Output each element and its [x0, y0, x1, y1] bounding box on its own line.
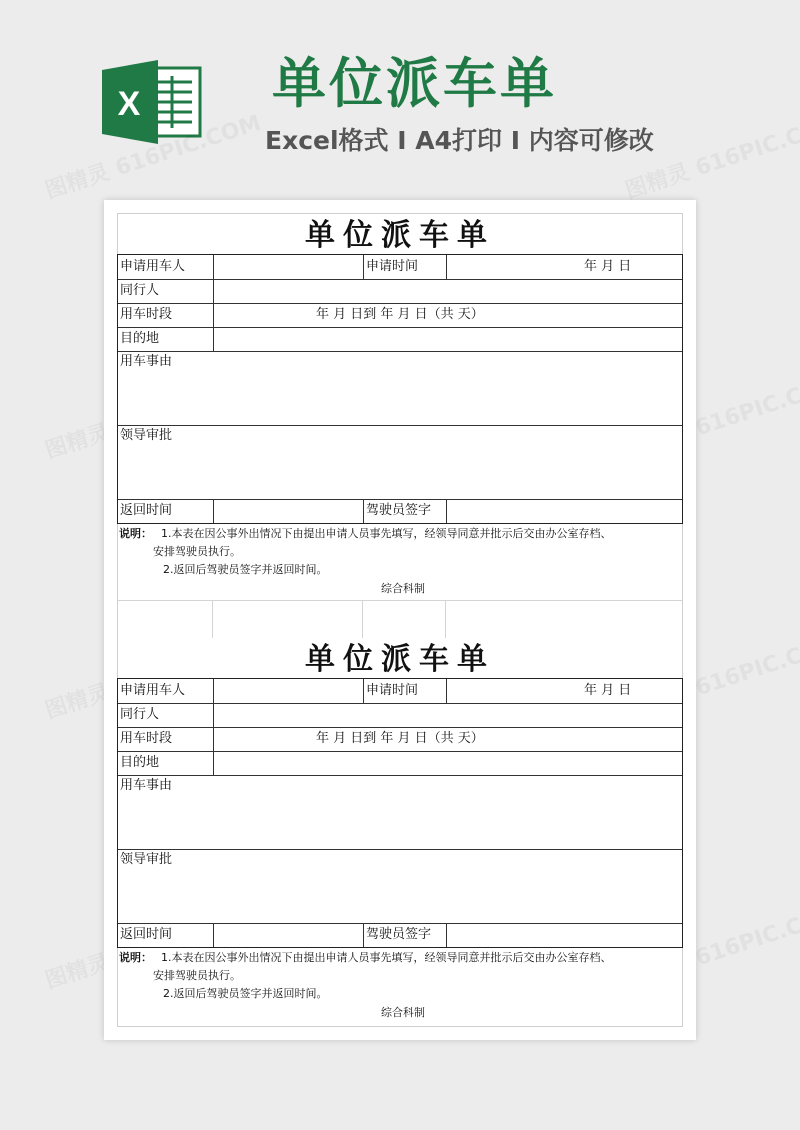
form-table: [117, 678, 683, 948]
logo-letter: X: [117, 85, 141, 123]
applicant-label: 申请用车人: [120, 259, 186, 274]
return-time-label: 返回时间: [120, 503, 173, 518]
companion-label: 同行人: [120, 707, 160, 722]
banner-subtitle: Excel格式 I A4打印 I 内容可修改: [265, 126, 654, 155]
period-field[interactable]: 年 月 日到 年 月 日（共 天）: [316, 307, 484, 322]
apply-time-label: 申请时间: [366, 683, 419, 698]
reason-label: 用车事由: [120, 778, 173, 793]
driver-sign-label: 驾驶员签字: [366, 927, 432, 942]
spacer-row: [117, 600, 683, 638]
driver-sign-label: 驾驶员签字: [366, 503, 432, 518]
period-field[interactable]: 年 月 日到 年 月 日（共 天）: [316, 731, 484, 746]
destination-label: 目的地: [120, 331, 160, 346]
note-label: 说明：: [119, 527, 152, 540]
companion-label: 同行人: [120, 283, 160, 298]
form-title: 单位派车单: [305, 642, 495, 677]
destination-label: 目的地: [120, 755, 160, 770]
apply-time-label: 申请时间: [366, 259, 419, 274]
reason-label: 用车事由: [120, 354, 173, 369]
applicant-label: 申请用车人: [120, 683, 186, 698]
note-1: 1.本表在因公事外出情况下由提出申请人员事先填写，经领导同意并批示后交由办公室存档、: [161, 951, 612, 964]
document-sheet: [104, 200, 696, 1040]
approval-label: 领导审批: [120, 852, 173, 867]
form-table: [117, 254, 683, 524]
form-footer: 综合科制: [381, 582, 425, 595]
note-1-cont: 安排驾驶员执行。: [153, 969, 241, 982]
apply-date-field[interactable]: 年 月 日: [584, 259, 632, 274]
period-label: 用车时段: [120, 307, 173, 322]
form-footer: 综合科制: [381, 1006, 425, 1019]
dispatch-form-1: [117, 214, 683, 599]
note-1-cont: 安排驾驶员执行。: [153, 545, 241, 558]
note-label: 说明：: [119, 951, 152, 964]
period-label: 用车时段: [120, 731, 173, 746]
approval-label: 领导审批: [120, 428, 173, 443]
dispatch-form-2: [117, 638, 683, 1023]
form-title: 单位派车单: [305, 218, 495, 253]
return-time-label: 返回时间: [120, 927, 173, 942]
notes: [117, 950, 683, 1020]
notes: [117, 526, 683, 596]
banner-title: 单位派车单: [272, 52, 557, 115]
note-1: 1.本表在因公事外出情况下由提出申请人员事先填写，经领导同意并批示后交由办公室存档、: [161, 527, 612, 540]
note-2: 2.返回后驾驶员签字并返回时间。: [163, 563, 328, 576]
note-2: 2.返回后驾驶员签字并返回时间。: [163, 987, 328, 1000]
excel-logo-icon: [102, 60, 202, 144]
apply-date-field[interactable]: 年 月 日: [584, 683, 632, 698]
